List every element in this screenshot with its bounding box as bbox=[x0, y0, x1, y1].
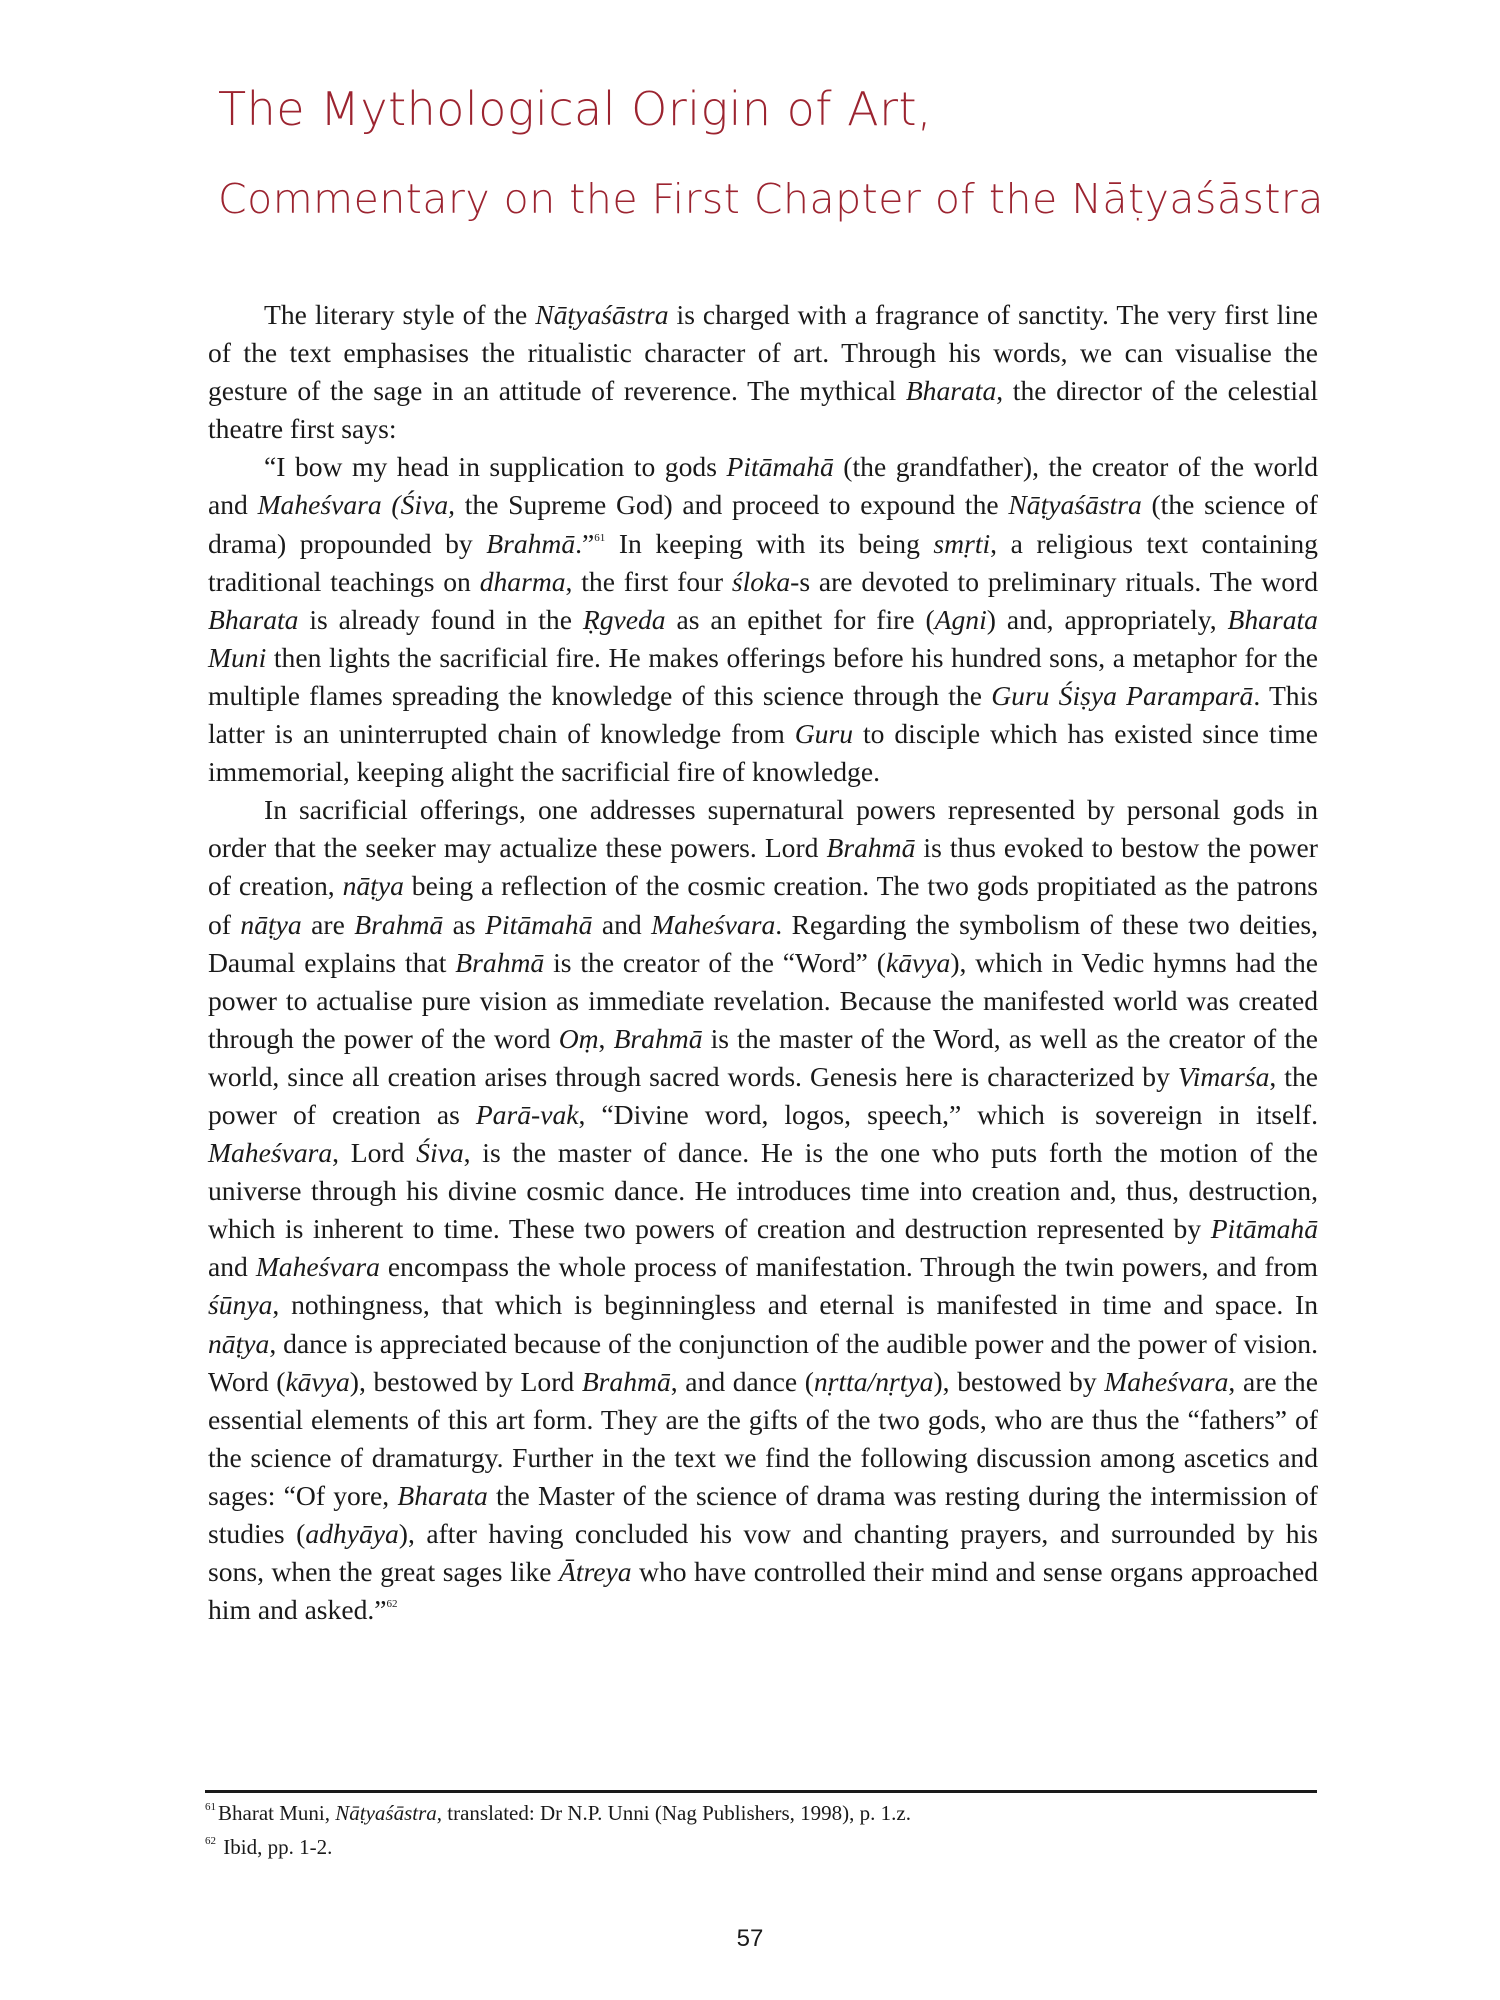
text-run: , the power of creation as bbox=[208, 1060, 1318, 1130]
text-run: being a reflection of the cosmic creation. The two gods propitiated as the patrons of bbox=[208, 870, 1318, 940]
italic-term: Vimarśa bbox=[1177, 1060, 1270, 1092]
text-run: , dance is appreciated because of the conjunction of the audible power and the power of vision. Word ( bbox=[208, 1327, 1318, 1397]
italic-term: smṛti bbox=[933, 527, 991, 559]
text-run: “I bow my head in supplication to gods bbox=[264, 451, 727, 483]
italic-term: Bharata Muni bbox=[208, 603, 1318, 673]
text-run: then lights the sacrificial fire. He makes offerings before his hundred sons, a metaphor for the multiple flames spreading the knowledge of this science through the bbox=[208, 641, 1318, 711]
italic-term: Brahmā bbox=[613, 1022, 703, 1054]
footnote-marker: 61 bbox=[594, 531, 606, 544]
footnote-62 bbox=[205, 1830, 1317, 1864]
italic-term: adhyāya bbox=[305, 1518, 399, 1549]
text-run: In keeping with its being bbox=[605, 527, 934, 559]
italic-term: Maheśvara bbox=[651, 908, 776, 940]
italic-term: Bharata bbox=[905, 375, 997, 407]
paragraph-2 bbox=[208, 448, 1318, 791]
text-run: who have controlled their mind and sense organs approached him and asked.” bbox=[208, 1556, 1318, 1626]
italic-term: Brahmā bbox=[486, 527, 576, 559]
footnote-divider bbox=[205, 1790, 1317, 1793]
text-run: and bbox=[592, 908, 652, 940]
italic-term: Oṃ bbox=[558, 1022, 599, 1054]
text-run: ) and, appropriately, bbox=[986, 603, 1228, 635]
text-run: are bbox=[301, 908, 355, 940]
italic-term: nāṭya bbox=[240, 908, 302, 940]
text-run: . This latter is an uninterrupted chain of knowledge from bbox=[208, 679, 1319, 750]
italic-term: Pitāmahā bbox=[726, 451, 834, 483]
text-run: ), which in Vedic hymns had the power to actualise pure vision as immediate revelation. Because the manifested world was created through the power of the word bbox=[208, 946, 1318, 1054]
italic-term: Maheśvara bbox=[1104, 1365, 1229, 1397]
text-run: The literary style of the bbox=[264, 299, 536, 330]
text-run: Ibid, pp. 1-2. bbox=[218, 1835, 333, 1859]
italic-term: Brahmā bbox=[354, 908, 444, 940]
chapter-title-line-2: Commentary on the First Chapter of the Nāṭyaśāstra bbox=[218, 175, 1324, 224]
text-run: as an epithet for fire ( bbox=[665, 603, 935, 635]
text-run: is already found in the bbox=[298, 603, 583, 635]
paragraph-3 bbox=[208, 791, 1318, 1629]
italic-term: kāvya bbox=[885, 946, 951, 978]
italic-term: nṛtta/nṛtya bbox=[813, 1365, 934, 1397]
text-run: In sacrificial offerings, one addresses supernatural powers represented by personal gods in order that the seeker may actualize these powers. Lord bbox=[208, 794, 1318, 864]
text-run: , Lord bbox=[332, 1137, 417, 1169]
italic-term: kāvya bbox=[285, 1365, 350, 1397]
footnote-marker: 62 bbox=[205, 1835, 216, 1847]
text-run: , and dance ( bbox=[670, 1365, 814, 1397]
text-run: ), after having concluded his vow and chanting prayers, and surrounded by his sons, when the great sages like bbox=[208, 1518, 1318, 1588]
italic-term: śloka bbox=[731, 565, 791, 597]
text-run: is the creator of the “Word” ( bbox=[544, 946, 886, 978]
text-run: to disciple which has existed since time immemorial, keeping alight the sacrificial fire of knowledge. bbox=[208, 718, 1318, 788]
text-run: is the master of the Word, as well as the creator of the world, since all creation arises through sacred words. Genesis here is characterized by bbox=[208, 1022, 1319, 1092]
italic-term: Pitāmahā bbox=[485, 908, 593, 940]
page-number: 57 bbox=[736, 1925, 764, 1952]
italic-term: Pitāmahā bbox=[1210, 1213, 1318, 1245]
paragraph-1 bbox=[208, 296, 1318, 448]
text-run: , the director of the celestial theatre first says: bbox=[208, 375, 1318, 445]
text-run: , translated: Dr N.P. Unni (Nag Publishers, 1998), p. 1.z. bbox=[436, 1801, 911, 1825]
text-run: the Master of the science of drama was resting during the intermission of studies ( bbox=[208, 1479, 1318, 1549]
italic-term: Brahmā bbox=[826, 832, 916, 864]
text-run: , are the essential elements of this art form. They are the gifts of the two gods, who are thus the “fathers” of the science of dramaturgy. Further in the text we find the following discussion among ascetics and sages: “Of yore, bbox=[208, 1365, 1318, 1511]
italic-term: Bharata bbox=[397, 1479, 488, 1511]
text-run: ), bestowed by Lord bbox=[349, 1365, 582, 1397]
text-run: as bbox=[443, 908, 486, 940]
text-run: , a religious text containing traditional teachings on bbox=[208, 527, 1318, 597]
footnote-61 bbox=[205, 1796, 1317, 1830]
footnote-marker: 62 bbox=[386, 1598, 398, 1611]
text-run: (the science of drama) propounded by bbox=[208, 489, 1318, 559]
text-run: Bharat Muni, bbox=[218, 1801, 336, 1825]
italic-term: Maheśvara (Śiva, bbox=[257, 489, 456, 521]
italic-term: Śiva bbox=[416, 1137, 464, 1169]
text-run: -s are devoted to preliminary rituals. The word bbox=[790, 565, 1319, 597]
italic-term: Nāṭyaśāstra bbox=[535, 299, 669, 330]
italic-term: śūnya bbox=[208, 1289, 273, 1321]
text-run: ), bestowed by bbox=[933, 1365, 1105, 1397]
italic-term: dharma bbox=[479, 565, 566, 597]
body-text bbox=[208, 296, 1318, 1629]
italic-term: Ṛgveda bbox=[582, 603, 666, 635]
text-run: (the grandfather), the creator of the world and bbox=[208, 451, 1318, 521]
italic-term: Guru bbox=[794, 718, 854, 750]
italic-term: Brahmā bbox=[455, 946, 545, 978]
text-run: , the first four bbox=[565, 565, 732, 597]
italic-term: nāṭya bbox=[342, 870, 404, 902]
text-run: , is the master of dance. He is the one who puts forth the motion of the universe through his divine cosmic dance. He introduces time into creation and, thus, destruction, which is inherent to time. These two powers of creation and destruction represented by bbox=[208, 1137, 1318, 1245]
text-run: encompass the whole process of manifestation. Through the twin powers, and from bbox=[379, 1251, 1318, 1283]
text-run: the Supreme God) and proceed to expound the bbox=[455, 489, 1009, 521]
italic-term: Nāṭyaśāstra bbox=[335, 1801, 437, 1825]
italic-term: nāṭya bbox=[208, 1327, 270, 1359]
text-run: , bbox=[598, 1022, 614, 1054]
italic-term: Maheśvara bbox=[208, 1137, 333, 1169]
italic-term: Guru Śiṣya Paramparā bbox=[991, 679, 1254, 711]
italic-term: Nāṭyaśāstra bbox=[1008, 489, 1142, 521]
text-run: is thus evoked to bestow the power of creation, bbox=[208, 832, 1318, 902]
italic-term: Bharata bbox=[208, 603, 299, 635]
text-run: and bbox=[208, 1251, 256, 1283]
footnote-marker: 61 bbox=[205, 1801, 216, 1813]
text-run: , nothingness, that which is beginningless and eternal is manifested in time and space. In bbox=[272, 1289, 1318, 1321]
text-run: is charged with a fragrance of sanctity. The very first line of the text emphasises the ritualistic character of art. Through his words, we can visualise the gesture of the sage in an attitude of reverence. The mythical bbox=[208, 299, 1318, 407]
text-run: , “Divine word, logos, speech,” which is sovereign in itself. bbox=[578, 1098, 1318, 1130]
footnotes bbox=[205, 1796, 1317, 1864]
text-run: . Regarding the symbolism of these two deities, Daumal explains that bbox=[208, 908, 1318, 978]
text-run: .” bbox=[575, 527, 595, 559]
italic-term: Agni bbox=[934, 603, 987, 635]
italic-term: Maheśvara bbox=[255, 1251, 380, 1283]
italic-term: Ātreya bbox=[558, 1556, 632, 1588]
chapter-title-line-1: The Mythological Origin of Art, bbox=[218, 82, 933, 137]
italic-term: Parā-vak bbox=[475, 1098, 579, 1130]
italic-term: Brahmā bbox=[581, 1365, 671, 1397]
chapter-title bbox=[218, 79, 1324, 229]
